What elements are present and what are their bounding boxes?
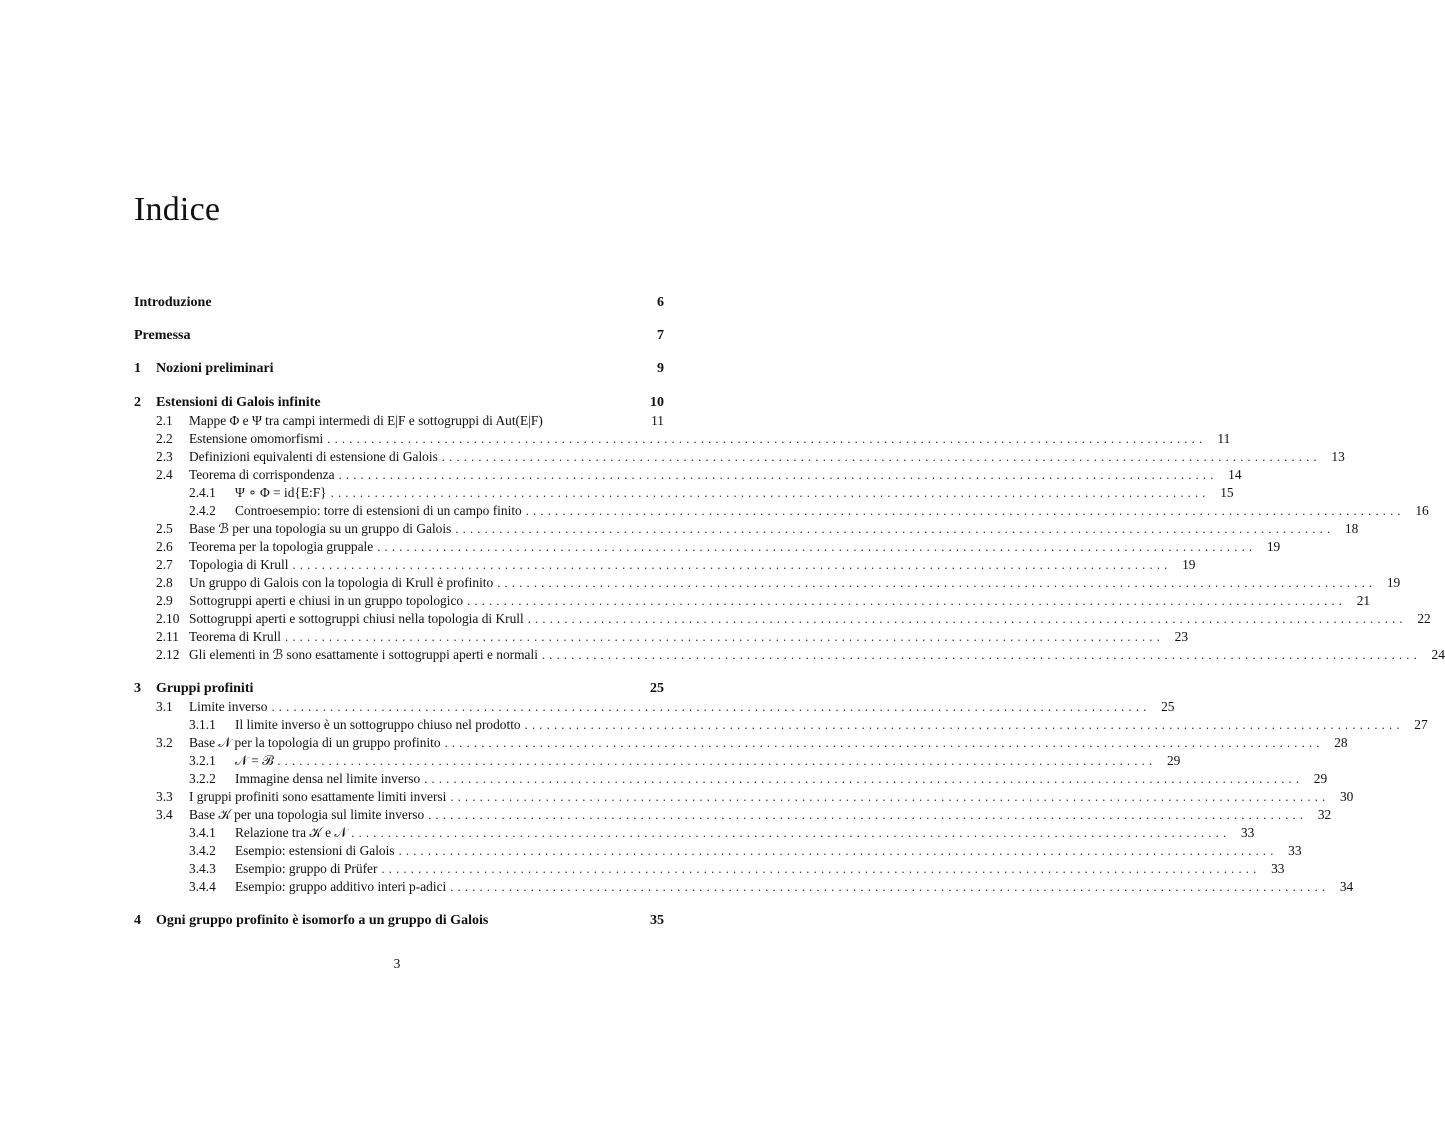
toc-leader: ........................................................................................................................ <box>428 808 1308 822</box>
toc-entry-number: 3.4 <box>156 807 173 822</box>
toc-entry-number: 3.1.1 <box>189 717 216 732</box>
toc-entry-page: 21 <box>1356 593 1371 608</box>
toc-leader: ........................................................................................................................ <box>351 826 1231 840</box>
toc-leader: ........................................................................................................................ <box>497 576 1377 590</box>
toc-entry-page: 6 <box>657 295 664 310</box>
toc-entry-title: Estensioni di Galois infinite <box>156 395 321 410</box>
toc-entry-title: Teorema per la topologia gruppale <box>189 539 374 554</box>
toc-entry-page: 15 <box>1220 485 1234 500</box>
toc-entry-3-4[interactable] <box>134 806 1332 824</box>
toc-entry-title: Sottogruppi aperti e chiusi in un gruppo topologico <box>189 593 464 608</box>
toc-entry-page: 33 <box>1271 861 1285 876</box>
toc-entry-number: 2.2 <box>156 431 173 446</box>
toc-leader: ........................................................................................................................ <box>292 558 1172 572</box>
toc-entry-title: Esempio: gruppo additivo interi p-adici <box>235 879 447 894</box>
toc-entry-title: Sottogruppi aperti e sottogruppi chiusi nella topologia di Krull <box>189 611 524 626</box>
toc-entry-title: Ψ ∘ Φ = id{E:F} <box>235 485 327 500</box>
toc-entry-page: 13 <box>1331 449 1345 464</box>
toc-entry-2-4-2[interactable] <box>134 502 1429 520</box>
toc-entry-page: 19 <box>1386 575 1401 590</box>
toc-entry-2-6[interactable] <box>134 538 1281 556</box>
toc-entry-number: 4 <box>134 913 141 928</box>
toc-entry-number: 2.12 <box>156 647 180 662</box>
toc-leader: ........................................................................................................................ <box>381 862 1261 876</box>
toc-leader: ........................................................................................................................ <box>527 612 1407 626</box>
toc-leader: ........................................................................................................................ <box>541 648 1421 662</box>
toc-entry-2-1[interactable] <box>134 412 664 430</box>
toc-entry-page: 33 <box>1240 825 1255 840</box>
toc-entry-title: Controesempio: torre di estensioni di un campo finito <box>235 503 522 518</box>
toc-entry-number: 3.4.2 <box>189 843 216 858</box>
toc-entry-page: 32 <box>1317 807 1332 822</box>
toc-entry-page: 25 <box>650 681 664 696</box>
toc-entry-number: 2.4.1 <box>189 485 216 500</box>
toc-leader: ........................................................................................................................ <box>285 630 1165 644</box>
toc-entry-page: 22 <box>1417 611 1431 626</box>
toc-leader: ........................................................................................................................ <box>524 718 1404 732</box>
toc-entry-2-11[interactable] <box>134 628 1189 646</box>
toc-leader: ........................................................................................................................ <box>377 540 1257 554</box>
toc-entry-3[interactable] <box>134 680 664 698</box>
toc-entry-page: 24 <box>1431 647 1445 662</box>
toc-entry-number: 2.6 <box>156 539 173 554</box>
table-of-contents <box>134 294 1445 930</box>
toc-entry-number: 3.2.2 <box>189 771 216 786</box>
toc-entry-number: 2.9 <box>156 593 173 608</box>
toc-leader: ........................................................................................................................ <box>525 504 1405 518</box>
toc-entry-number: 3.4.1 <box>189 825 216 840</box>
toc-entry-premessa[interactable] <box>134 327 664 345</box>
toc-entry-page: 23 <box>1174 629 1189 644</box>
toc-leader: ........................................................................................................................ <box>450 880 1330 894</box>
toc-entry-page: 30 <box>1339 789 1354 804</box>
toc-entry-3-4-4[interactable] <box>134 878 1354 896</box>
toc-entry-3-2-2[interactable] <box>134 770 1328 788</box>
toc-entry-title: Base ℬ per una topologia su un gruppo di Galois <box>189 521 452 536</box>
toc-entry-number: 2.7 <box>156 557 173 572</box>
toc-entry-title: Gruppi profiniti <box>156 681 254 696</box>
toc-entry-page: 28 <box>1334 735 1348 750</box>
toc-entry-title: Introduzione <box>134 295 212 310</box>
toc-leader: ........................................................................................................................ <box>455 522 1335 536</box>
toc-entry-title: Teorema di corrispondenza <box>189 467 335 482</box>
page-title: Indice <box>134 191 221 228</box>
toc-leader: ........................................................................................................................ <box>424 772 1304 786</box>
toc-entry-page: 7 <box>657 328 664 343</box>
toc-entry-page: 11 <box>651 413 664 428</box>
toc-entry-title: Mappe Φ e Ψ tra campi intermedi di E|F e sottogruppi di Aut(E|F) <box>189 413 543 428</box>
toc-entry-title: Il limite inverso è un sottogruppo chiuso nel prodotto <box>235 717 521 732</box>
toc-entry-page: 27 <box>1414 717 1428 732</box>
toc-entry-number: 2.5 <box>156 521 173 536</box>
toc-entry-number: 3.1 <box>156 699 173 714</box>
toc-entry-title: Topologia di Krull <box>189 557 289 572</box>
toc-entry-page: 10 <box>650 395 664 410</box>
toc-entry-2-4-1[interactable] <box>134 484 1234 502</box>
toc-entry-3-2-1[interactable] <box>134 752 1181 770</box>
toc-entry-number: 3 <box>134 681 141 696</box>
toc-leader: ........................................................................................................................ <box>330 486 1210 500</box>
toc-entry-number: 2.4 <box>156 467 173 482</box>
toc-entry-3-2[interactable] <box>134 734 1348 752</box>
toc-entry-page: 18 <box>1344 521 1359 536</box>
toc-entry-title: 𝒩 = ℬ <box>235 753 274 768</box>
footer-page-number: 3 <box>393 956 401 971</box>
toc-entry-number: 2.11 <box>156 629 179 644</box>
toc-leader: ........................................................................................................................ <box>271 700 1151 714</box>
toc-entry-3-1-1[interactable] <box>134 716 1428 734</box>
toc-entry-page: 9 <box>657 361 664 376</box>
toc-entry-page: 14 <box>1228 467 1242 482</box>
toc-entry-number: 2.4.2 <box>189 503 216 518</box>
toc-leader: ........................................................................................................................ <box>467 594 1347 608</box>
toc-entry-title: Immagine densa nel limite inverso <box>235 771 421 786</box>
toc-entry-number: 3.2 <box>156 735 173 750</box>
toc-entry-title: Gli elementi in ℬ sono esattamente i sottogruppi aperti e normali <box>189 647 538 662</box>
toc-leader: ........................................................................................................................ <box>398 844 1278 858</box>
toc-entry-title: Limite inverso <box>189 699 268 714</box>
toc-leader: ........................................................................................................................ <box>327 432 1207 446</box>
toc-entry-page: 33 <box>1288 843 1302 858</box>
toc-entry-3-4-1[interactable] <box>134 824 1255 842</box>
toc-leader: ........................................................................................................................ <box>338 468 1218 482</box>
toc-entry-2[interactable] <box>134 394 664 412</box>
toc-entry-number: 3.3 <box>156 789 173 804</box>
toc-entry-2-3[interactable] <box>134 448 1345 466</box>
toc-entry-2-9[interactable] <box>134 592 1371 610</box>
toc-entry-2-5[interactable] <box>134 520 1359 538</box>
toc-entry-title: Definizioni equivalenti di estensione di Galois <box>189 449 438 464</box>
toc-entry-page: 29 <box>1313 771 1328 786</box>
toc-leader: ........................................................................................................................ <box>277 754 1157 768</box>
toc-entry-2-4[interactable] <box>134 466 1242 484</box>
toc-entry-number: 1 <box>134 361 141 376</box>
toc-entry-number: 3.4.3 <box>189 861 216 876</box>
toc-leader: ........................................................................................................................ <box>444 736 1324 750</box>
toc-entry-3-4-3[interactable] <box>134 860 1285 878</box>
toc-entry-title: I gruppi profiniti sono esattamente limiti inversi <box>189 789 447 804</box>
toc-entry-2-7[interactable] <box>134 556 1196 574</box>
toc-entry-2-12[interactable] <box>134 646 1445 664</box>
toc-entry-title: Un gruppo di Galois con la topologia di Krull è profinito <box>189 575 494 590</box>
toc-entry-number: 3.2.1 <box>189 753 216 768</box>
toc-entry-page: 19 <box>1182 557 1196 572</box>
toc-entry-title: Teorema di Krull <box>189 629 282 644</box>
toc-entry-page: 34 <box>1339 879 1354 894</box>
toc-entry-page: 16 <box>1415 503 1429 518</box>
toc-leader: ........................................................................................................................ <box>450 790 1330 804</box>
toc-entry-title: Premessa <box>134 328 191 343</box>
toc-entry-number: 2.10 <box>156 611 180 626</box>
toc-entry-2-10[interactable] <box>134 610 1431 628</box>
toc-entry-page: 35 <box>650 913 664 928</box>
toc-entry-3-3[interactable] <box>134 788 1354 806</box>
toc-entry-1[interactable] <box>134 360 664 378</box>
toc-entry-3-4-2[interactable] <box>134 842 1302 860</box>
toc-entry-number: 2.8 <box>156 575 173 590</box>
toc-entry-title: Base 𝒩 per la topologia di un gruppo profinito <box>189 735 441 750</box>
toc-entry-title: Base 𝒦 per una topologia sul limite inverso <box>189 807 425 822</box>
toc-entry-title: Relazione tra 𝒦 e 𝒩 <box>235 825 348 840</box>
toc-entry-3-1[interactable] <box>134 698 1175 716</box>
toc-entry-page: 11 <box>1217 431 1231 446</box>
toc-entry-2-2[interactable] <box>134 430 1231 448</box>
toc-entry-number: 2.3 <box>156 449 173 464</box>
toc-entry-page: 19 <box>1266 539 1281 554</box>
toc-entry-2-8[interactable] <box>134 574 1401 592</box>
toc-entry-title: Esempio: gruppo di Prüfer <box>235 861 378 876</box>
toc-entry-number: 2.1 <box>156 413 173 428</box>
toc-entry-number: 2 <box>134 395 141 410</box>
toc-entry-4[interactable] <box>134 912 664 930</box>
toc-entry-title: Esempio: estensioni di Galois <box>235 843 395 858</box>
toc-entry-page: 25 <box>1161 699 1175 714</box>
toc-entry-page: 29 <box>1166 753 1181 768</box>
toc-entry-number: 3.4.4 <box>189 879 216 894</box>
toc-entry-title: Estensione omomorfismi <box>189 431 324 446</box>
toc-leader: ........................................................................................................................ <box>441 450 1321 464</box>
toc-entry-title: Nozioni preliminari <box>156 361 274 376</box>
toc-entry-title: Ogni gruppo profinito è isomorfo a un gruppo di Galois <box>156 913 489 928</box>
toc-entry-introduzione[interactable] <box>134 294 664 312</box>
